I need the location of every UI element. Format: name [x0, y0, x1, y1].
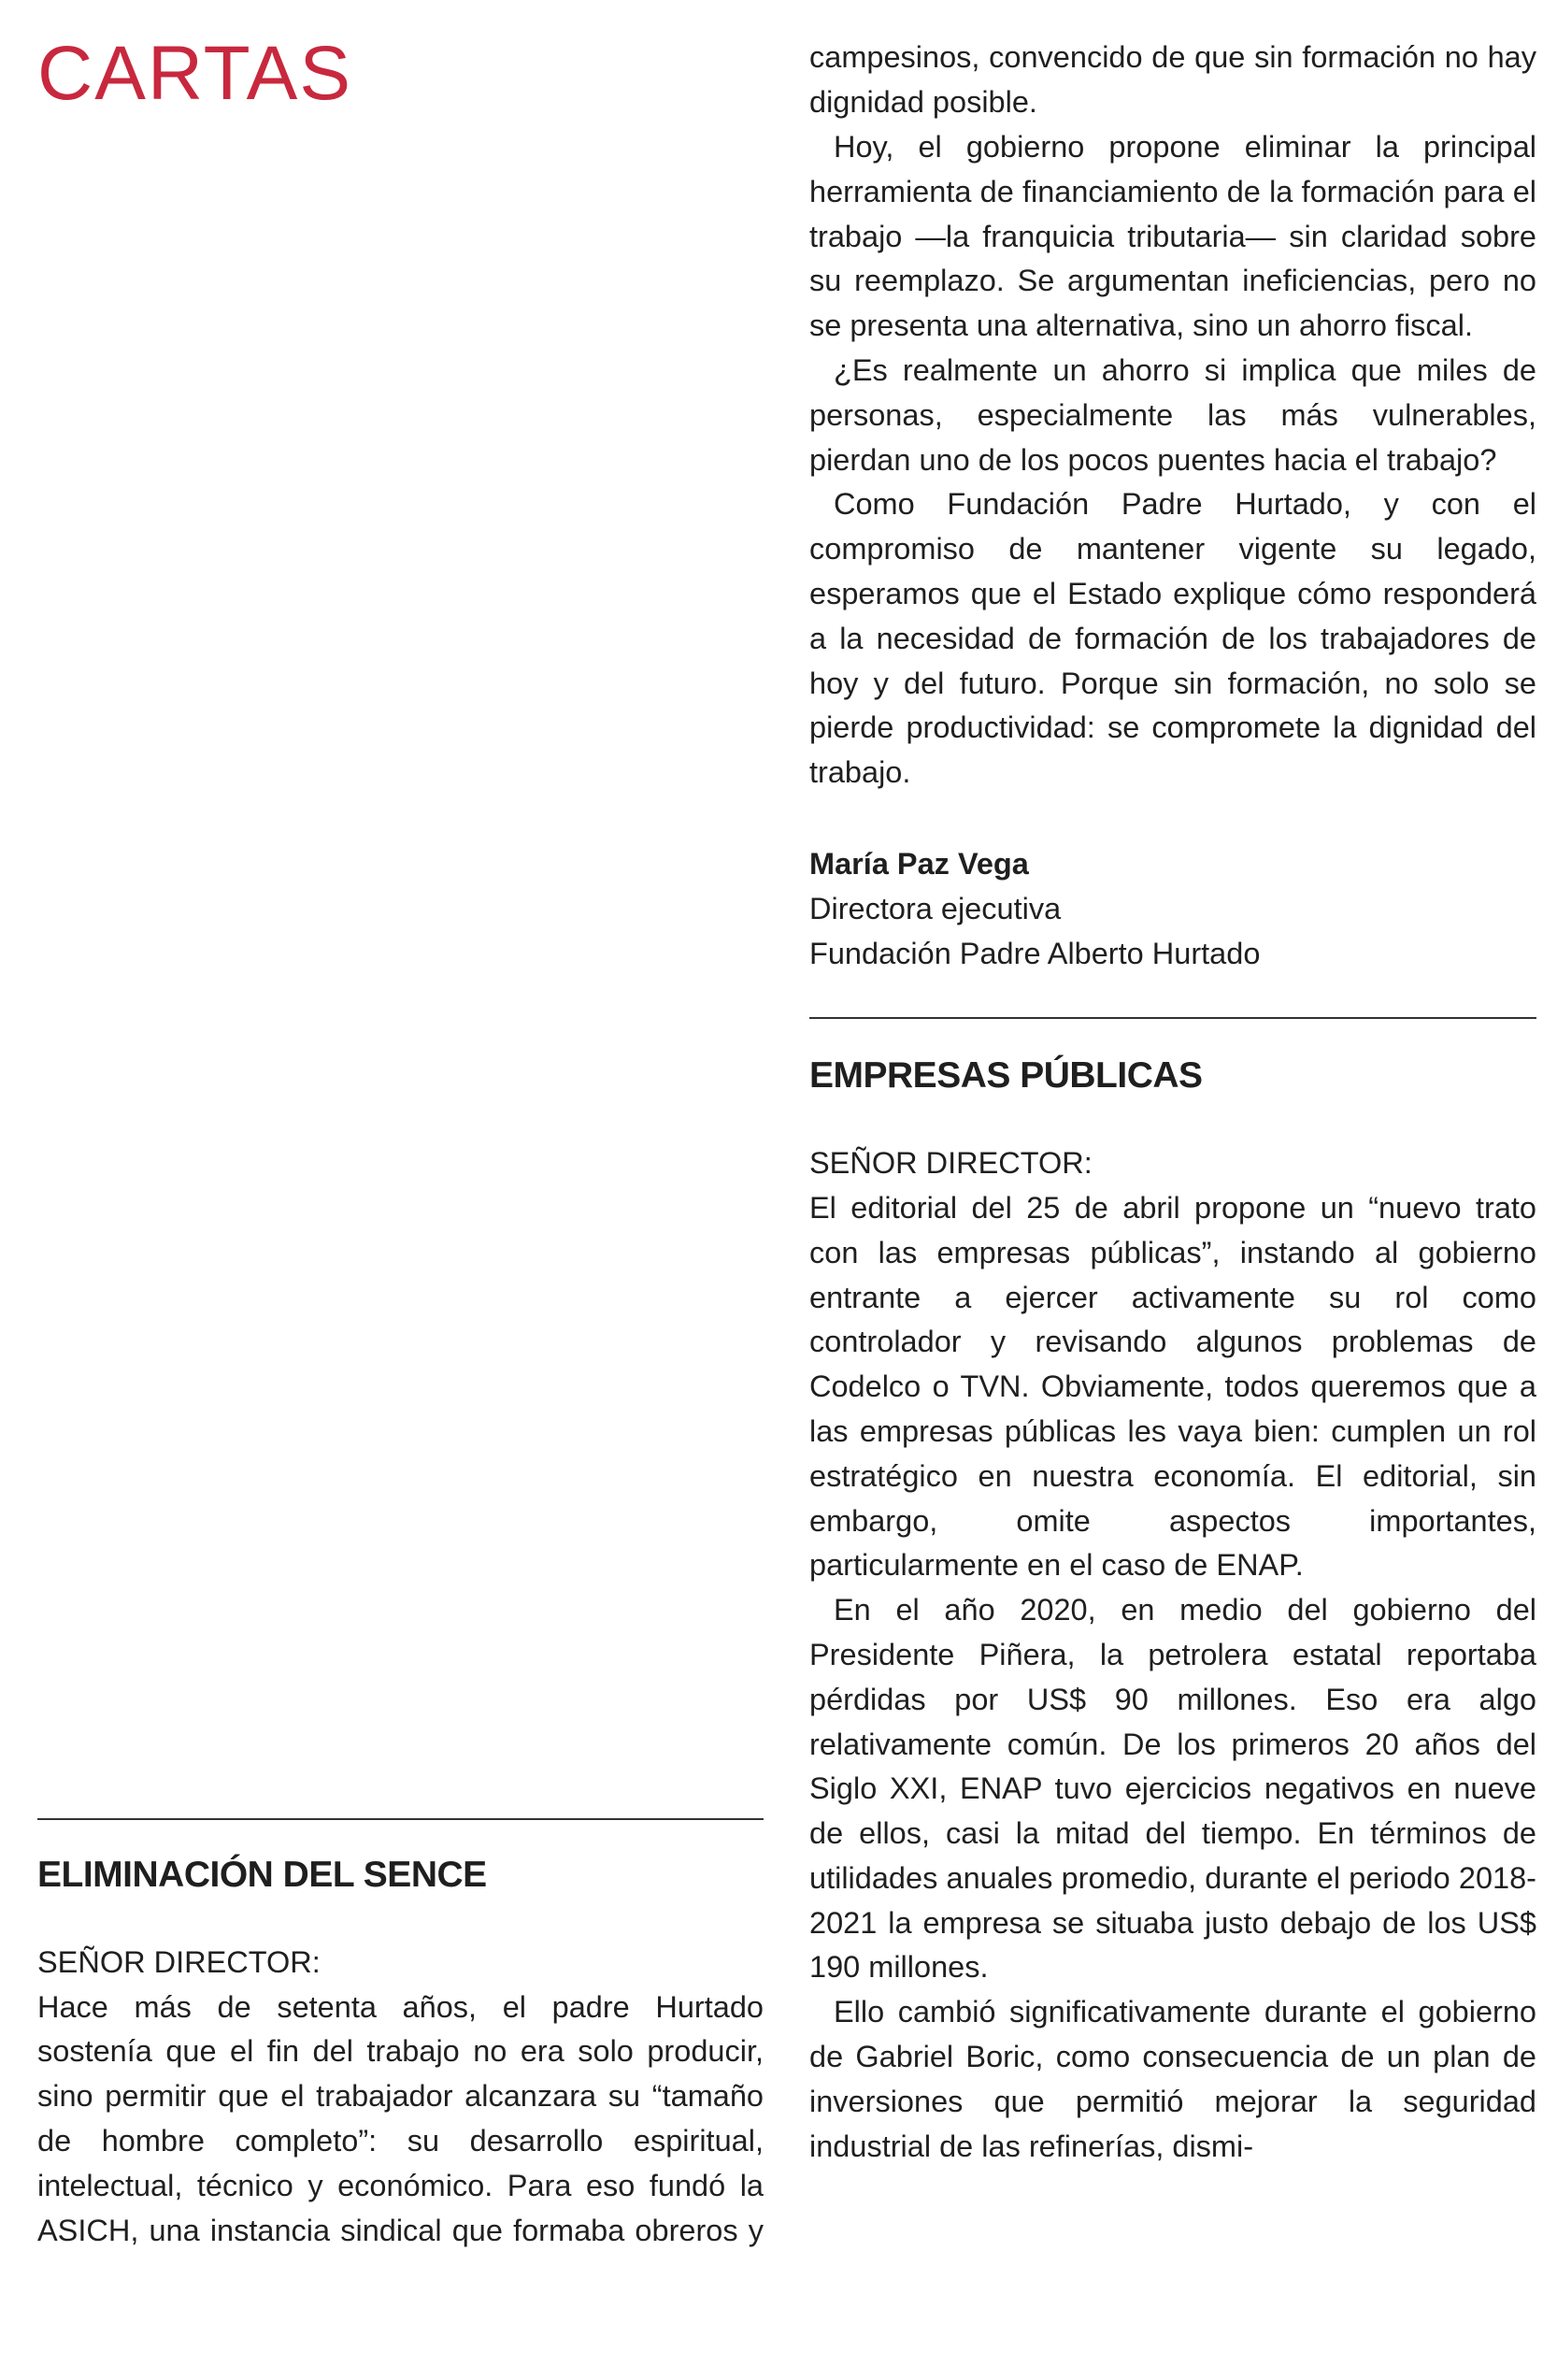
signature-name: María Paz Vega [809, 846, 1029, 881]
section-title: CARTAS [37, 31, 353, 116]
paragraph-1: Hace más de setenta años, el padre Hurtado sostenía que el fin del trabajo no era solo producir, sino permitir que el trabajador alcanzara su “tamaño de hombre completo”: su desarrollo espiritual, intelectual, técnico y económico. Para eso fundó la ASICH, una instancia sindical que formaba obreros y [37, 1989, 764, 2247]
salutation: SEÑOR DIRECTOR: [809, 1146, 1093, 1181]
paragraph-2: En el año 2020, en medio del gobierno del Presidente Piñera, la petrolera estatal reportaba pérdidas por US$ 90 millones. Eso era algo relativamente común. De los primeros 20 años del Siglo XXI, ENAP tuvo ejercicios negativos en nueve de ellos, casi la mitad del tiempo. En términos de utilidades anuales promedio, durante el periodo 2018-2021 la empresa se situaba justo debajo de los US$ 190 millones. [809, 1593, 1536, 1985]
right-column [809, 36, 1536, 2169]
paragraph-1-continuation [809, 36, 1536, 125]
salutation: SEÑOR DIRECTOR: [37, 1944, 321, 1979]
paragraph-3: Ello cambió significativamente durante el gobierno de Gabriel Boric, como consecuencia de un plan de inversiones que permitió mejorar la seguridad industrial de las refinerías, dismi- [809, 1995, 1536, 2163]
signature-role: Directora ejecutiva [809, 891, 1062, 925]
divider [809, 1017, 1536, 1019]
letter-sence-start [37, 1818, 764, 2254]
paragraph-4: Como Fundación Padre Hurtado, y con el compromiso de mantener vigente su legado, esperamos que el Estado explique cómo responderá a la necesidad de formación de los trabajadores de hoy y del futuro. Porque sin formación, no solo se pierde productividad: se compromete la dignidad del trabajo. [809, 487, 1536, 790]
divider [37, 1818, 764, 1820]
paragraph-2: Hoy, el gobierno propone eliminar la principal herramienta de financiamiento de la formación para el trabajo —la franquicia tributaria— sin claridad sobre su reemplazo. Se argumentan ineficiencias, pero no se presenta una alternativa, sino un ahorro fiscal. [809, 130, 1536, 343]
letter-heading: ELIMINACIÓN DEL SENCE [37, 1855, 487, 1895]
paragraph-3: ¿Es realmente un ahorro si implica que miles de personas, especialmente las más vulnerables, pierdan uno de los pocos puentes hacia el trabajo? [809, 352, 1536, 477]
paragraph-1-overflow: campesinos, convencido de que sin formación no hay dignidad posible. [809, 39, 1536, 119]
signature-organization: Fundación Padre Alberto Hurtado [809, 936, 1261, 970]
letter-heading: EMPRESAS PÚBLICAS [809, 1055, 1203, 1097]
signature [809, 842, 1536, 976]
letter-body [37, 1941, 764, 2254]
paragraph-1: El editorial del 25 de abril propone un “nuevo trato con las empresas públicas”, instando al gobierno entrante a ejercer activamente su rol como controlador y revisando algunos problemas de Codelco o TVN. Obviamente, todos queremos que a las empresas públicas les vaya bien: cumplen un rol estratégico en nuestra economía. El editorial, sin embargo, omite aspectos importantes, particularmente en el caso de ENAP. [809, 1190, 1536, 1583]
letter-body [809, 1141, 1536, 2169]
